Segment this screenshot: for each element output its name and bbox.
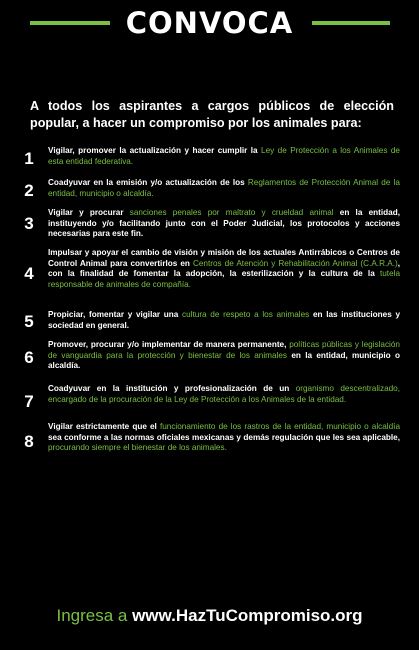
item-text-part-highlight: cultura de respeto a los animales xyxy=(182,310,310,319)
item-text-part: Coadyuvar en la emisión y/o actualización de los xyxy=(48,178,248,187)
item-number: 3 xyxy=(24,214,34,233)
item-text-part-highlight: tutela responsable de animales de compañía. xyxy=(48,269,400,289)
item-text-part: Promover, procurar y/o implementar de manera permanente, xyxy=(48,340,290,349)
item-text xyxy=(48,146,400,167)
item-text-part: en la entidad, municipio o alcaldía. xyxy=(48,350,400,371)
item-text xyxy=(48,248,400,290)
item-text-part-highlight: procurando siempre el bienestar de los animales. xyxy=(48,443,227,453)
item-number: 7 xyxy=(24,392,34,411)
item-text-part: sea conforme a las normas oficiales mexicanas y demás regulación que les sea aplicable, xyxy=(48,432,400,442)
item-text-part: Vigilar y procurar xyxy=(48,208,130,217)
item-text-part-highlight: Centros de Atención y Rehabilitación Animal (C.A.R.A.) xyxy=(192,258,398,268)
item-number: 2 xyxy=(24,181,34,200)
item-text-part: Vigilar estrictamente que el xyxy=(48,422,160,431)
item-text xyxy=(48,310,400,331)
item-text-part-highlight: Reglamentos de Protección Animal de la entidad, municipio o alcaldía. xyxy=(48,178,400,198)
website-link[interactable]: www.HazTuCompromiso.org xyxy=(132,606,363,625)
item-text-part: Vigilar, promover la actualización y hacer cumplir la xyxy=(48,146,262,155)
header-rule-right xyxy=(312,21,390,25)
item-text-part: en la entidad, instituyendo y/o facilitando junto con el Poder Judicial, los protocolos y acciones necesarias para este fin. xyxy=(48,208,400,239)
item-number: 1 xyxy=(24,149,34,168)
item-number: 6 xyxy=(24,348,34,367)
item-text-part-highlight: Ley de Protección a los Animales de esta entidad federativa. xyxy=(48,146,400,166)
footer-prefix: Ingresa a xyxy=(56,606,133,625)
item-text xyxy=(48,208,400,240)
item-text xyxy=(48,340,400,372)
intro-text: A todos los aspirantes a cargos públicos de elección popular, a hacer un compromiso por los animales para: xyxy=(30,99,394,130)
item-number: 8 xyxy=(24,432,34,451)
header xyxy=(0,6,419,42)
item-number: 4 xyxy=(24,264,34,283)
item-text-part: en las instituciones y sociedad en general. xyxy=(48,310,401,330)
item-text-part-highlight: funcionamiento de los rastros de la entidad, municipio o alcaldía xyxy=(159,422,400,431)
item-text-part: Propiciar, fomentar y vigilar una xyxy=(48,310,183,319)
item-number: 5 xyxy=(24,312,34,331)
item-text xyxy=(48,422,400,454)
item-text-part-highlight: políticas públicas y legislación de vanguardia para la protección y bienestar de los animales xyxy=(48,340,400,360)
item-text-part-highlight: sanciones penales por maltrato y crueldad animal xyxy=(129,208,334,217)
item-text xyxy=(48,178,400,199)
footer-cta xyxy=(0,605,419,627)
item-text-part: , con la finalidad de fomentar la adopción, la esterilización y la cultura de la xyxy=(48,258,401,279)
item-text-part-highlight: organismo descentralizado, encargado de la procuración de la Ley de Protección a los Animales de la entidad. xyxy=(48,384,401,404)
page-title: CONVOCA xyxy=(125,6,294,40)
item-text-part: Impulsar y apoyar el cambio de visión y misión de los actuales Antirrábicos o Centros de Control Animal para convertirlos en xyxy=(48,248,400,268)
item-text-part: Coadyuvar en la institución y profesionalización de un xyxy=(48,384,296,393)
item-text xyxy=(48,384,400,405)
